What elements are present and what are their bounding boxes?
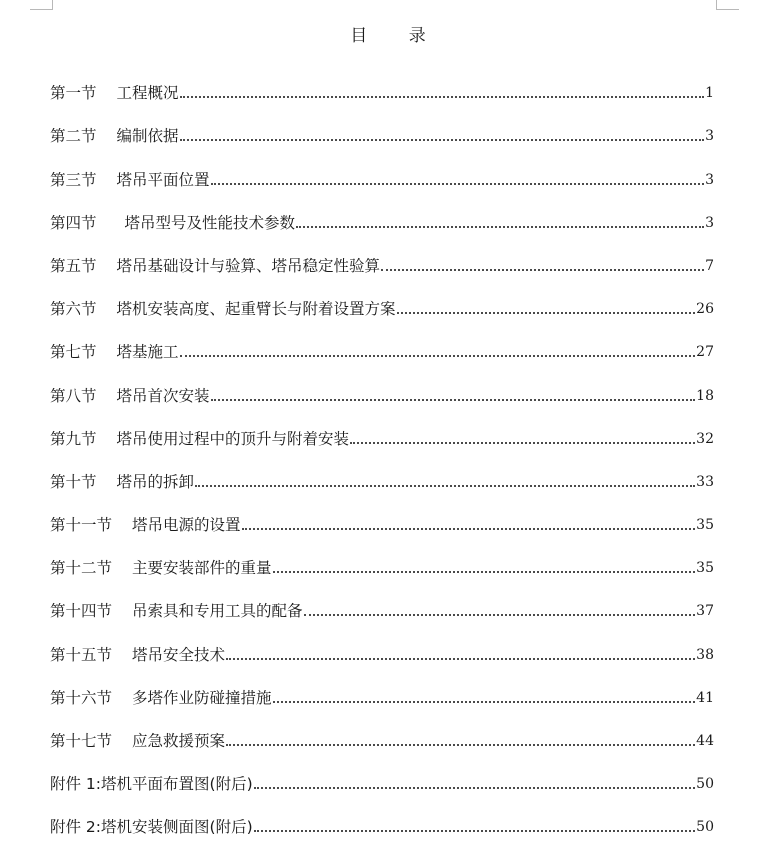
toc-entry-section-number: 第十四节 [50, 602, 113, 621]
toc-entry-dot-leader [180, 355, 696, 357]
toc-entry-page-number: 35 [696, 560, 714, 577]
toc-entry-section-number: 第十二节 [50, 559, 113, 578]
toc-title: 目 录 [350, 26, 444, 46]
toc-entry-page-number: 37 [696, 603, 714, 620]
toc-entry-dot-leader [226, 658, 695, 660]
toc-entry-page-number: 3 [705, 128, 714, 145]
toc-entry[interactable] [50, 755, 714, 798]
toc-entry[interactable] [50, 625, 714, 668]
toc-entry-title: 编制依据 [116, 127, 179, 146]
toc-entry-dot-leader [350, 442, 695, 444]
toc-entry-page-number: 50 [696, 776, 714, 793]
toc-entry-title: 工程概况 [116, 84, 179, 103]
toc-entry[interactable] [50, 107, 714, 150]
toc-entry-section-number: 第五节 [50, 256, 97, 275]
toc-entry-section-number: 第九节 [50, 429, 97, 448]
toc-entry-section-number: 第三节 [50, 170, 97, 189]
toc-entry[interactable] [50, 237, 714, 280]
toc-entry[interactable] [50, 453, 714, 496]
toc-entry-section-number: 第十六节 [50, 688, 113, 707]
toc-entry-page-number: 32 [696, 430, 714, 447]
toc-entry-dot-leader [180, 96, 705, 98]
toc-entry-dot-leader [381, 269, 704, 271]
toc-entry-page-number: 50 [696, 819, 714, 836]
toc-entry-section-number: 第二节 [50, 127, 97, 146]
toc-entry-page-number: 35 [696, 517, 714, 534]
toc-entry-dot-leader [180, 139, 705, 141]
toc-entry-title: 塔吊型号及性能技术参数 [124, 213, 296, 232]
toc-entry-title: 主要安装部件的重量 [132, 559, 272, 578]
toc-entry[interactable] [50, 323, 714, 366]
toc-entry-page-number: 3 [705, 214, 714, 231]
toc-entry-section-number: 第十五节 [50, 645, 113, 664]
toc-entry-section-number: 第十七节 [50, 732, 113, 750]
toc-entry-section-number: 第四节 [50, 213, 97, 232]
toc-entry-dot-leader [304, 614, 696, 616]
toc-entry-dot-leader [211, 399, 696, 401]
toc-entry[interactable] [50, 798, 714, 841]
toc-entry[interactable] [50, 582, 714, 625]
toc-entry-dot-leader [296, 226, 704, 228]
toc-entry-dot-leader [273, 701, 696, 703]
toc-entry-section-number: 第一节 [50, 84, 97, 103]
toc-entry-dot-leader [397, 312, 696, 314]
toc-entry-page-number: 18 [696, 387, 714, 404]
toc-entry-title: 塔机安装侧面图(附后) [101, 818, 253, 837]
toc-entry[interactable] [50, 496, 714, 539]
toc-entry-dot-leader [195, 485, 695, 487]
toc-entry-title: 塔基施工 [116, 343, 179, 362]
toc-entry[interactable] [50, 150, 714, 193]
toc-entry[interactable] [50, 64, 714, 107]
toc-entry-dot-leader [226, 744, 695, 746]
toc-entry-title: 塔吊的拆卸 [116, 472, 195, 491]
toc-entry[interactable] [50, 539, 714, 582]
toc-entry-page-number: 44 [696, 733, 714, 749]
toc-entry-title: 塔吊使用过程中的顶升与附着安装 [116, 429, 350, 448]
toc-entry-title: 吊索具和专用工具的配备 [132, 602, 303, 621]
page-corner-mark-right [716, 0, 739, 10]
toc-entry-title: 塔吊平面位置 [116, 170, 210, 189]
toc-entry-title: 应急救援预案 [132, 732, 226, 750]
toc-entry-dot-leader [211, 183, 705, 185]
toc-entry-title: 塔吊安全技术 [132, 645, 226, 664]
toc-entry-title: 塔吊基础设计与验算、塔吊稳定性验算 [116, 256, 381, 275]
toc-entry-section-number: 附件 2: [50, 818, 102, 837]
toc-entry-title: 塔机平面布置图(附后) [101, 775, 253, 794]
toc-entry-page-number: 1 [705, 85, 714, 102]
toc-entry[interactable] [50, 712, 714, 755]
toc-entry-dot-leader [273, 571, 696, 573]
toc-entry-page-number: 27 [696, 344, 714, 361]
toc-entry-page-number: 3 [705, 171, 714, 188]
toc-entry-dot-leader [254, 830, 696, 832]
toc-entry-title: 塔吊电源的设置 [132, 516, 241, 535]
toc-entry-page-number: 38 [696, 646, 714, 663]
page-corner-mark-left [30, 0, 53, 10]
toc-entry-dot-leader [254, 787, 696, 789]
toc-entry-section-number: 附件 1: [50, 775, 102, 794]
toc-entry-section-number: 第七节 [50, 343, 97, 362]
toc-entry[interactable] [50, 366, 714, 409]
toc-entry[interactable] [50, 194, 714, 237]
toc-entry-page-number: 7 [705, 257, 714, 274]
toc-entry-page-number: 26 [696, 301, 714, 318]
toc-entry-section-number: 第八节 [50, 386, 97, 405]
toc-list [50, 64, 714, 841]
toc-entry-page-number: 33 [696, 473, 714, 490]
toc-entry[interactable] [50, 669, 714, 712]
toc-entry-section-number: 第六节 [50, 300, 97, 319]
toc-entry[interactable] [50, 410, 714, 453]
toc-entry-title: 塔吊首次安装 [116, 386, 210, 405]
toc-entry-dot-leader [242, 528, 696, 530]
toc-entry-section-number: 第十一节 [50, 516, 113, 535]
toc-entry[interactable] [50, 280, 714, 323]
toc-entry-page-number: 41 [696, 689, 714, 706]
toc-entry-title: 塔机安装高度、起重臂长与附着设置方案 [116, 300, 396, 319]
toc-entry-title: 多塔作业防碰撞措施 [132, 688, 272, 707]
toc-entry-section-number: 第十节 [50, 472, 97, 491]
